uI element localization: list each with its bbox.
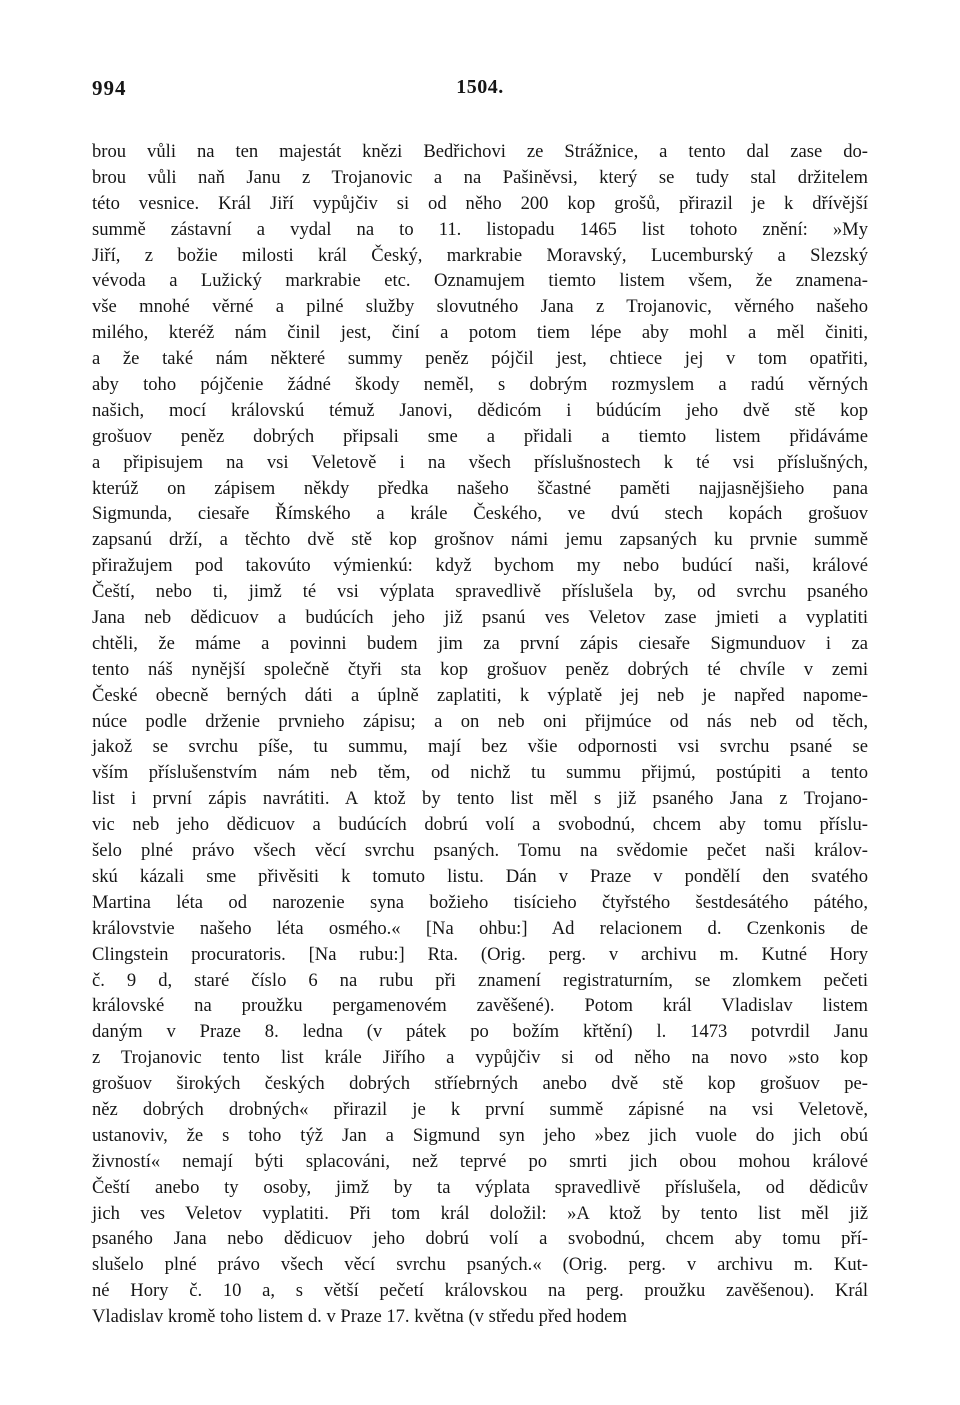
text-line: slušelo plné právo všech věcí svrchu psaných.« (Orig. perg. v archivu m. Kut- [92,1254,868,1276]
text-line: vévoda a Lužický markrabie etc. Oznamujem tiemto listem všem, že znamena- [92,270,868,292]
text-line: Vladislav kromě toho listem d. v Praze 17. května (v středu před hodem [92,1306,627,1328]
text-line: grošuov peněz dobrých připsali sme a přidali a tiemto listem přidáváme [92,425,868,447]
text-line: z Trojanovic tento list krále Jiřího a vypůjčiv si od něho na novo »sto kop [92,1047,868,1069]
text-line: této vesnice. Král Jiří vypůjčiv si od něho 200 kop grošů, přirazil je k dřívější [92,192,868,214]
text-line: šelo plné právo všech věcí svrchu psaných. Tomu na svědomie pečet naši králov- [92,840,868,862]
text-line: daným v Praze 8. ledna (v pátek po božím křtění) l. 1473 potvrdil Janu [92,1021,868,1043]
text-line: skú kázali sme přivěsiti k tomuto listu. Dán v Praze v pondělí den svatého [92,865,868,887]
text-line: č. 9 d, staré číslo 6 na rubu při znamení registraturním, se zlomkem pečeti [92,969,868,991]
running-head-year: 1504. [456,76,504,98]
text-line: Jiří, z božie milosti král Český, markrabie Moravský, Lucemburský a Slezský [92,244,868,266]
text-line: zapsanú drží, a těchto dvě stě kop grošnov námi jemu zapsaných ku prvnie summě [92,529,868,551]
text-line: Martina léta od narozenie syna božieho tisícieho čtyřstého šestdesátého pátého, [92,891,868,913]
text-line: přiražujem pod takovúto výmienkú: když bychom my nebo budúcí naši, králové [92,555,868,577]
text-line: Sigmunda, ciesaře Římského a krále Českého, ve dvú stech kopách grošuov [92,503,868,525]
page-header [92,76,868,106]
text-line: milého, kteréž nám činil jest, činí a potom tiem lépe aby mohl a měl činiti, [92,322,868,344]
text-line: něz dobrých drobných« přirazil je k první summě zápisné na vsi Veletově, [92,1098,868,1120]
text-line: jich ves Veletov vyplatiti. Při tom král doložil: »A ktož by tento list měl již [92,1202,868,1224]
page-number: 994 [92,76,127,100]
text-line: Jana neb dědicuov a budúcích jeho již psanú ves Veletov zase jmieti a vyplatiti [92,607,868,629]
text-line: chtěli, že máme a povinni budem jim za první zápis ciesaře Sigmunduov i za [92,632,868,654]
text-line: kterúž on zápisem někdy předka našeho ščastné paměti najjasnějšieho pana [92,477,868,499]
text-line: a připisujem na vsi Veletově i na všech příslušnostech k té vsi příslušných, [92,451,868,473]
text-line: núce podle drženie prvnieho zápisu; a on neb oni přijmúce od nás neb od těch, [92,710,868,732]
text-line: České obecně berných dáti a úplně zaplatiti, k výplatě jej neb je napřed napome- [92,684,868,706]
text-line: královské na proužku pergamenovém zavěšené). Potom král Vladislav listem [92,995,868,1017]
text-line: jakož se svrchu píše, tu summu, mají bez všie odpornosti vsi svrchu psané se [92,736,868,758]
text-line: grošuov širokých českých dobrých stříebrných anebo dvě stě kop grošuov pe- [92,1073,868,1095]
text-line: vším příslušenstvím nám neb těm, od nichž tu summu přijmú, postúpiti a tento [92,762,868,784]
text-line: psaného Jana nebo dědicuov jeho dobrú volí a svobodnú, chcem aby tomu pří- [92,1228,868,1250]
text-line: a že také nám některé summy peněz pójčil jest, chtiece jej v tom opatřiti, [92,348,868,370]
text-line: brou vůli na ten majestát knězi Bedřichovi ze Strážnice, a tento dal zase do- [92,141,868,162]
text-line: né Hory č. 10 a, s větší pečetí královskou na perg. proužku zavěšenou). Král [92,1280,868,1302]
text-line: aby toho pójčenie žádné škody neměl, s dobrým rozmyslem a radú věrných [92,374,868,396]
text-line: Čeští, nebo ti, jimž té vsi výplata spravedlivě příslušela by, od svrchu psaného [92,581,868,603]
text-line: živností« nemají býti splacováni, než teprvé po smrti jich obou mohou králové [92,1150,868,1172]
text-line: brou vůli naň Janu z Trojanovic a na Pašiněvsi, který se tudy stal držitelem [92,166,868,188]
body-text [92,139,868,1330]
text-line: tento náš nynější společně čtyři sta kop grošuov peněz dobrých té chvíle v zemi [92,658,868,680]
text-line: Čeští anebo ty osoby, jimž by ta výplata spravedlivě příslušela, od dědicův [92,1176,868,1198]
text-line: vic neb jeho dědicuov a budúcích dobrú volí a svobodnú, chcem aby tomu příslu- [92,814,868,836]
text-line: Clingstein procuratoris. [Na rubu:] Rta. (Orig. perg. v archivu m. Kutné Hory [92,943,868,965]
text-line: summě zástavní a vydal na to 11. listopadu 1465 list tohoto znění: »My [92,218,868,240]
text-line: královstvie našeho léta osmého.« [Na ohbu:] Ad relacionem d. Czenkonis de [92,917,868,939]
text-line: vše mnohé věrné a pilné služby slovutného Jana z Trojanovic, věrného našeho [92,296,868,318]
text-line: list i první zápis navrátiti. A ktož by tento list měl s již psaného Jana z Trojano- [92,788,868,810]
text-line: našich, mocí královskú témuž Janovi, dědicóm i búdúcím jeho dvě stě kop [92,399,868,421]
text-line: ustanoviv, že s toho týž Jan a Sigmund syn jeho »bez jich vuole do jich obú [92,1124,868,1146]
